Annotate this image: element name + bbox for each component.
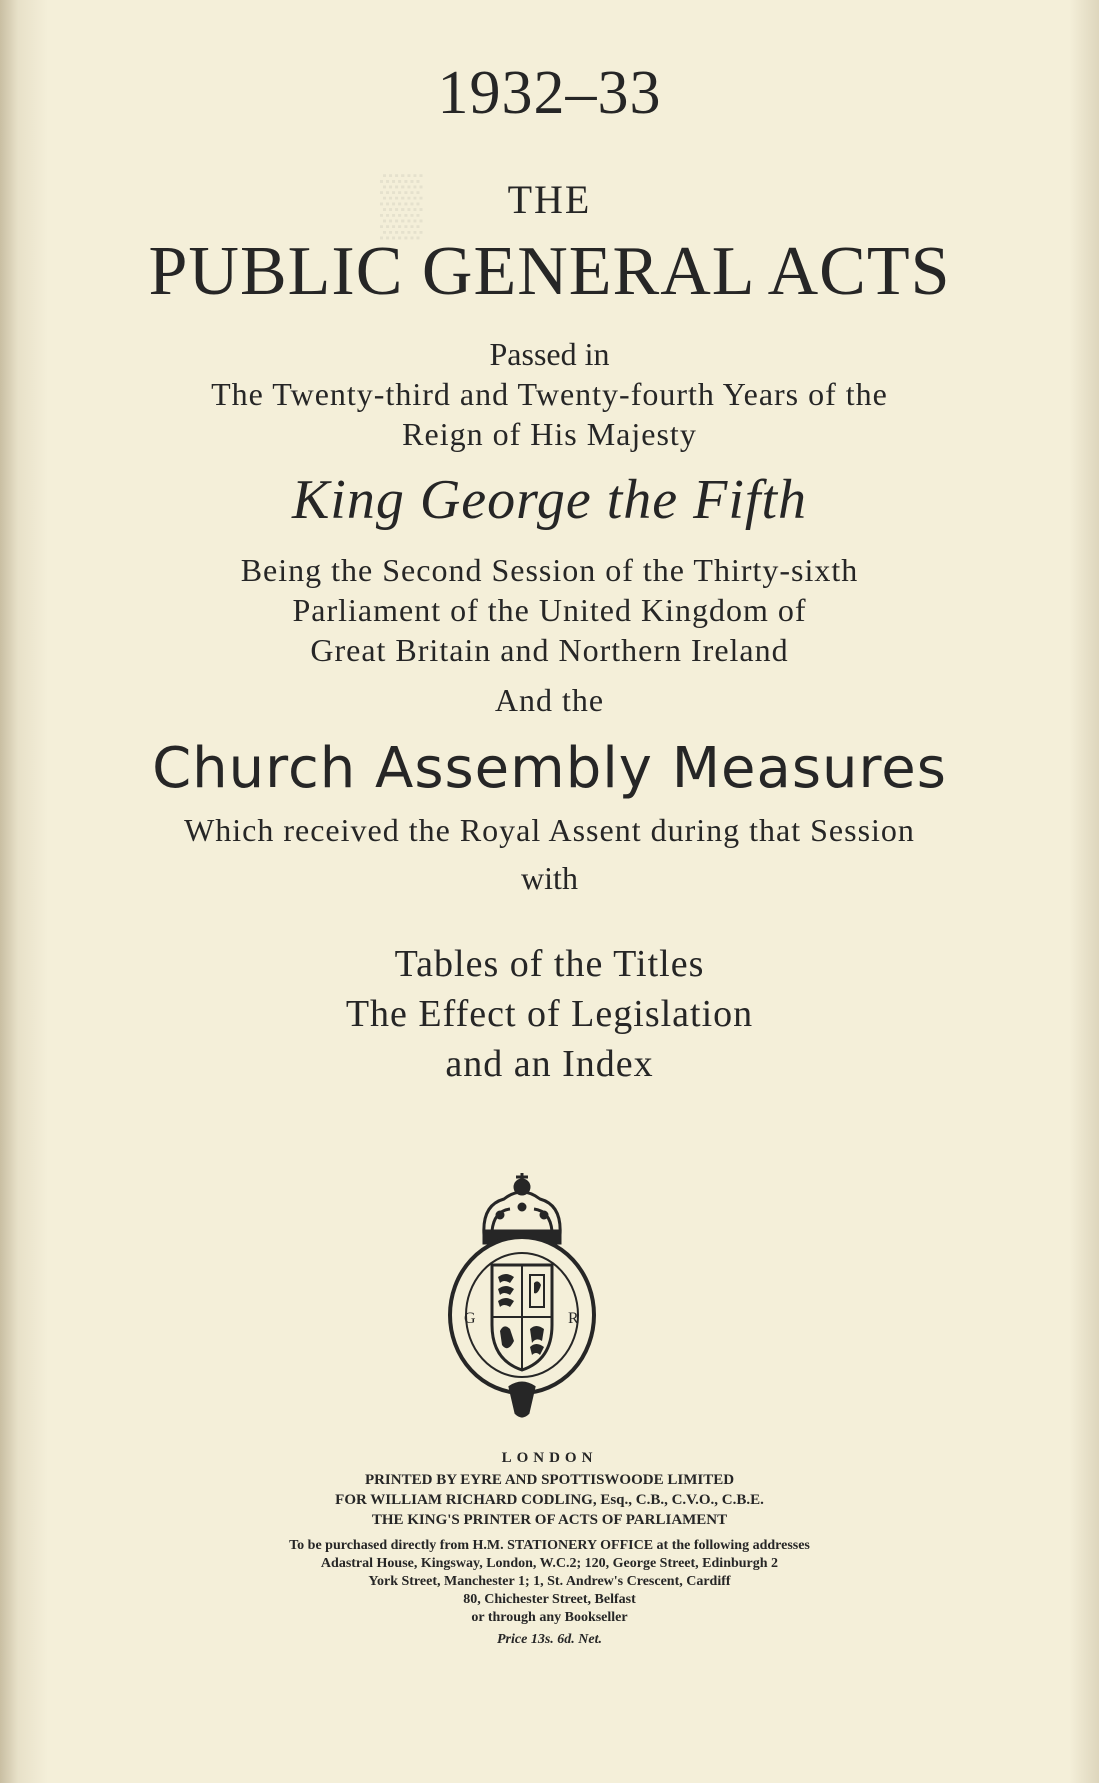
contents-line: and an Index (445, 1043, 654, 1085)
and-the-line: And the (494, 682, 605, 718)
passed-in-line: Passed in (489, 336, 610, 372)
reign-line: Reign of His Majesty (402, 416, 697, 452)
king-name: King George the Fifth (291, 469, 808, 531)
session-line: Great Britain and Northern Ireland (310, 632, 789, 668)
purchase-line: To be purchased directly from H.M. STATIONERY OFFICE at the following addresses (289, 1538, 810, 1553)
with-line: with (521, 860, 578, 896)
royal-coat-of-arms-icon (444, 1165, 600, 1420)
imprint-kings-printer: THE KING'S PRINTER OF ACTS OF PARLIAMENT (371, 1512, 728, 1528)
contents-line: The Effect of Legislation (345, 993, 754, 1035)
purchase-address: York Street, Manchester 1; 1, St. Andrew's Crescent, Cardiff (368, 1574, 731, 1589)
purchase-address: 80, Chichester Street, Belfast (463, 1592, 636, 1607)
imprint-city: LONDON (501, 1450, 598, 1466)
session-line: Being the Second Session of the Thirty-sixth (240, 552, 859, 588)
imprint-for: FOR WILLIAM RICHARD CODLING, Esq., C.B., C.V.O., C.B.E. (335, 1492, 764, 1508)
purchase-bookseller: or through any Bookseller (471, 1610, 628, 1625)
volume-year: 1932–33 (437, 59, 662, 127)
imprint-printer: PRINTED BY EYRE AND SPOTTISWOODE LIMITED (364, 1472, 735, 1488)
main-title: PUBLIC GENERAL ACTS (148, 233, 951, 310)
title-article: THE (507, 177, 592, 222)
show-through-decoration: ▒ (380, 171, 423, 237)
royal-assent-line: Which received the Royal Assent during that Session (184, 812, 915, 848)
arms-cipher-right: R (568, 1310, 579, 1327)
purchase-address: Adastral House, Kingsway, London, W.C.2; 120, George Street, Edinburgh 2 (320, 1556, 779, 1571)
price-line: Price 13s. 6d. Net. (497, 1632, 602, 1647)
contents-line: Tables of the Titles (394, 943, 705, 985)
church-assembly-heading: Church Assembly Measures (152, 736, 947, 801)
session-line: Parliament of the United Kingdom of (292, 592, 807, 628)
arms-cipher-left: G (464, 1310, 476, 1327)
regnal-years-line: The Twenty-third and Twenty-fourth Years of the (211, 376, 888, 412)
